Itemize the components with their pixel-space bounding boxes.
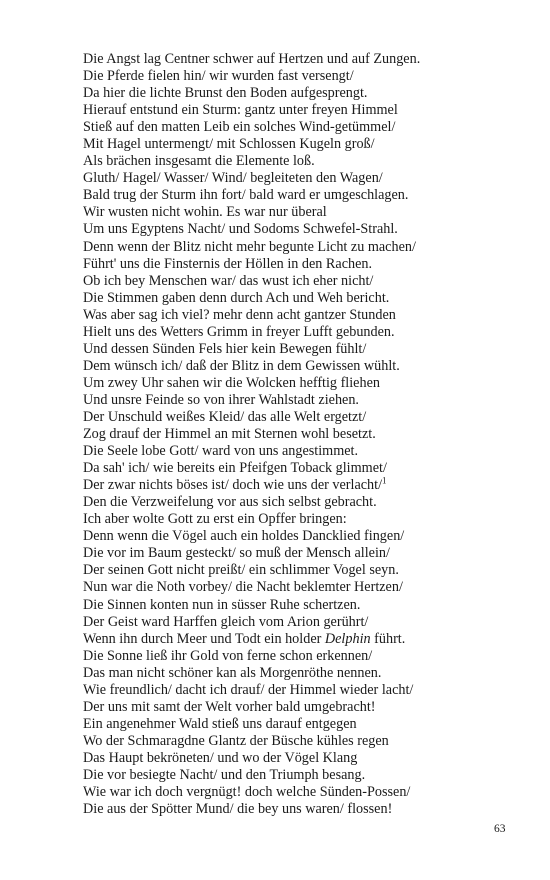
poem-line-text: Nun war die Noth vorbey/ die Nacht beklemter Hertzen/: [83, 579, 403, 596]
poem-line-text: Da sah' ich/ wie bereits ein Pfeifgen Toback glimmet/: [83, 460, 387, 477]
poem-line-text: Hierauf entstund ein Sturm: gantz unter freyen Himmel: [83, 102, 398, 119]
poem-line-text: Die Pferde fielen hin/ wir wurden fast versengt/: [83, 68, 354, 85]
poem-line: [83, 648, 523, 665]
poem-line: [83, 102, 523, 119]
poem-line-text: Der uns mit samt der Welt vorher bald umgebracht!: [83, 698, 376, 715]
poem-line: [83, 204, 523, 221]
poem-line: [83, 494, 523, 511]
poem-line-text: Stieß auf den matten Leib ein solches Wind-getümmel/: [83, 119, 396, 136]
poem-line-text: Die Stimmen gaben denn durch Ach und Weh bericht.: [83, 289, 390, 306]
poem-line: [83, 477, 523, 494]
poem-line: [83, 68, 523, 85]
poem-line-text: Die aus der Spötter Mund/ die bey uns waren/ flossen!: [83, 801, 393, 818]
poem-line: [83, 187, 523, 204]
poem-line: [83, 801, 523, 818]
poem-line: [83, 784, 523, 801]
poem-line-text: Wo der Schmaragdne Glantz der Büsche kühles regen: [83, 732, 389, 749]
poem-line: [83, 341, 523, 358]
poem-line: [83, 358, 523, 375]
poem-line: [83, 392, 523, 409]
poem-line-text: Gluth/ Hagel/ Wasser/ Wind/ begleiteten den Wagen/: [83, 170, 383, 187]
poem-line-text: Der Geist ward Harffen gleich vom Arion gerührt/: [83, 613, 369, 630]
poem-line-text: Führt' uns die Finsternis der Höllen in den Rachen.: [83, 255, 373, 272]
poem-line: [83, 273, 523, 290]
poem-line: [83, 579, 523, 596]
poem-line: [83, 460, 523, 477]
page-number: 63: [494, 823, 506, 835]
poem-line: [83, 716, 523, 733]
poem-line: [83, 528, 523, 545]
poem-line: [83, 443, 523, 460]
poem-line-text: Der seinen Gott nicht preißt/ ein schlimmer Vogel seyn.: [83, 562, 399, 579]
poem-line-text: Die Sonne ließ ihr Gold von ferne schon erkennen/: [83, 647, 373, 664]
poem-line: [83, 170, 523, 187]
poem-line-text: Das Haupt bekröneten/ und wo der Vögel Klang: [83, 749, 358, 766]
poem-line-text: Das man nicht schöner kan als Morgenröthe nennen.: [83, 664, 382, 681]
poem-line-text: Da hier die lichte Brunst den Boden aufgesprengt.: [83, 85, 368, 102]
poem-line: [83, 426, 523, 443]
poem-line: [83, 614, 523, 631]
poem-line: [83, 511, 523, 528]
poem-line-text: Ein angenehmer Wald stieß uns darauf entgegen: [83, 715, 357, 732]
poem-line-text: Mit Hagel untermengt/ mit Schlossen Kugeln groß/: [83, 136, 375, 153]
poem-line: [83, 324, 523, 341]
poem-line: [83, 682, 523, 699]
poem-line-text: Wenn ihn durch Meer und Todt ein holder: [83, 630, 325, 647]
poem-line-text: Und dessen Sünden Fels hier kein Bewegen fühlt/: [83, 340, 367, 357]
poem-line-text: Der Unschuld weißes Kleid/ das alle Welt ergetzt/: [83, 408, 367, 425]
poem-line: [83, 239, 523, 256]
poem-line-text: Denn wenn der Blitz nicht mehr begunte Licht zu machen/: [83, 238, 416, 255]
poem-line: [83, 631, 523, 648]
poem-line-text: Wir wusten nicht wohin. Es war nur überal: [83, 204, 327, 221]
poem-line-text: Die Seele lobe Gott/ ward von uns angestimmet.: [83, 443, 359, 460]
poem-line-text: Denn wenn die Vögel auch ein holdes Dancklied fingen/: [83, 528, 405, 545]
poem-line: [83, 545, 523, 562]
poem-line: [83, 85, 523, 102]
poem-line-text: Zog drauf der Himmel an mit Sternen wohl besetzt.: [83, 426, 376, 443]
poem-line: [83, 51, 523, 68]
poem-line: [83, 750, 523, 767]
poem-line-text: Um zwey Uhr sahen wir die Wolcken hefftig fliehen: [83, 374, 380, 391]
poem-line-text: Ich aber wolte Gott zu erst ein Opffer bringen:: [83, 511, 347, 528]
poem-line: [83, 733, 523, 750]
poem-line-italic: Delphin: [324, 630, 371, 647]
poem-line-text: Ob ich bey Menschen war/ das wust ich eher nicht/: [83, 272, 374, 289]
poem-line-text: Die Angst lag Centner schwer auf Hertzen und auf Zungen.: [83, 51, 421, 67]
poem-line: [83, 665, 523, 682]
poem-line-text: Die Sinnen konten nun in süsser Ruhe schertzen.: [83, 596, 361, 613]
poem-line-text: Als brächen insgesamt die Elemente loß.: [83, 153, 315, 170]
poem-line-text: Hielt uns des Wetters Grimm in freyer Lufft gebunden.: [83, 323, 395, 340]
poem-line: [83, 290, 523, 307]
poem-line: [83, 597, 523, 614]
poem-line-text: Wie war ich doch vergnügt! doch welche Sünden-Possen/: [83, 784, 411, 801]
poem-line: [83, 409, 523, 426]
poem-text-block: [83, 51, 523, 818]
poem-line: [83, 136, 523, 153]
poem-line: [83, 307, 523, 324]
footnote-marker: 1: [382, 475, 387, 486]
poem-line-text: Bald trug der Sturm ihn fort/ bald ward er umgeschlagen.: [83, 187, 409, 204]
poem-line: [83, 119, 523, 136]
poem-line: [83, 375, 523, 392]
poem-line-text: Um uns Egyptens Nacht/ und Sodoms Schwefel-Strahl.: [83, 221, 398, 238]
poem-line-text: Die vor besiegte Nacht/ und den Triumph besang.: [83, 766, 366, 783]
poem-line-text: Dem wünsch ich/ daß der Blitz in dem Gewissen wühlt.: [83, 357, 400, 374]
poem-line: [83, 699, 523, 716]
poem-line: [83, 153, 523, 170]
poem-line: [83, 256, 523, 273]
poem-line-text-after: führt.: [370, 630, 406, 647]
poem-line: [83, 562, 523, 579]
poem-line-text: Der zwar nichts böses ist/ doch wie uns der verlacht/: [83, 477, 383, 494]
poem-line: [83, 221, 523, 238]
poem-line-text: Was aber sag ich viel? mehr denn acht gantzer Stunden: [83, 306, 396, 323]
poem-line-text: Und unsre Feinde so von ihrer Wahlstadt ziehen.: [83, 391, 359, 408]
poem-line-text: Wie freundlich/ dacht ich drauf/ der Himmel wieder lacht/: [83, 681, 414, 698]
poem-line-text: Den die Verzweifelung vor aus sich selbst gebracht.: [83, 494, 377, 511]
poem-line-text: Die vor im Baum gesteckt/ so muß der Mensch allein/: [83, 545, 390, 562]
poem-line: [83, 767, 523, 784]
